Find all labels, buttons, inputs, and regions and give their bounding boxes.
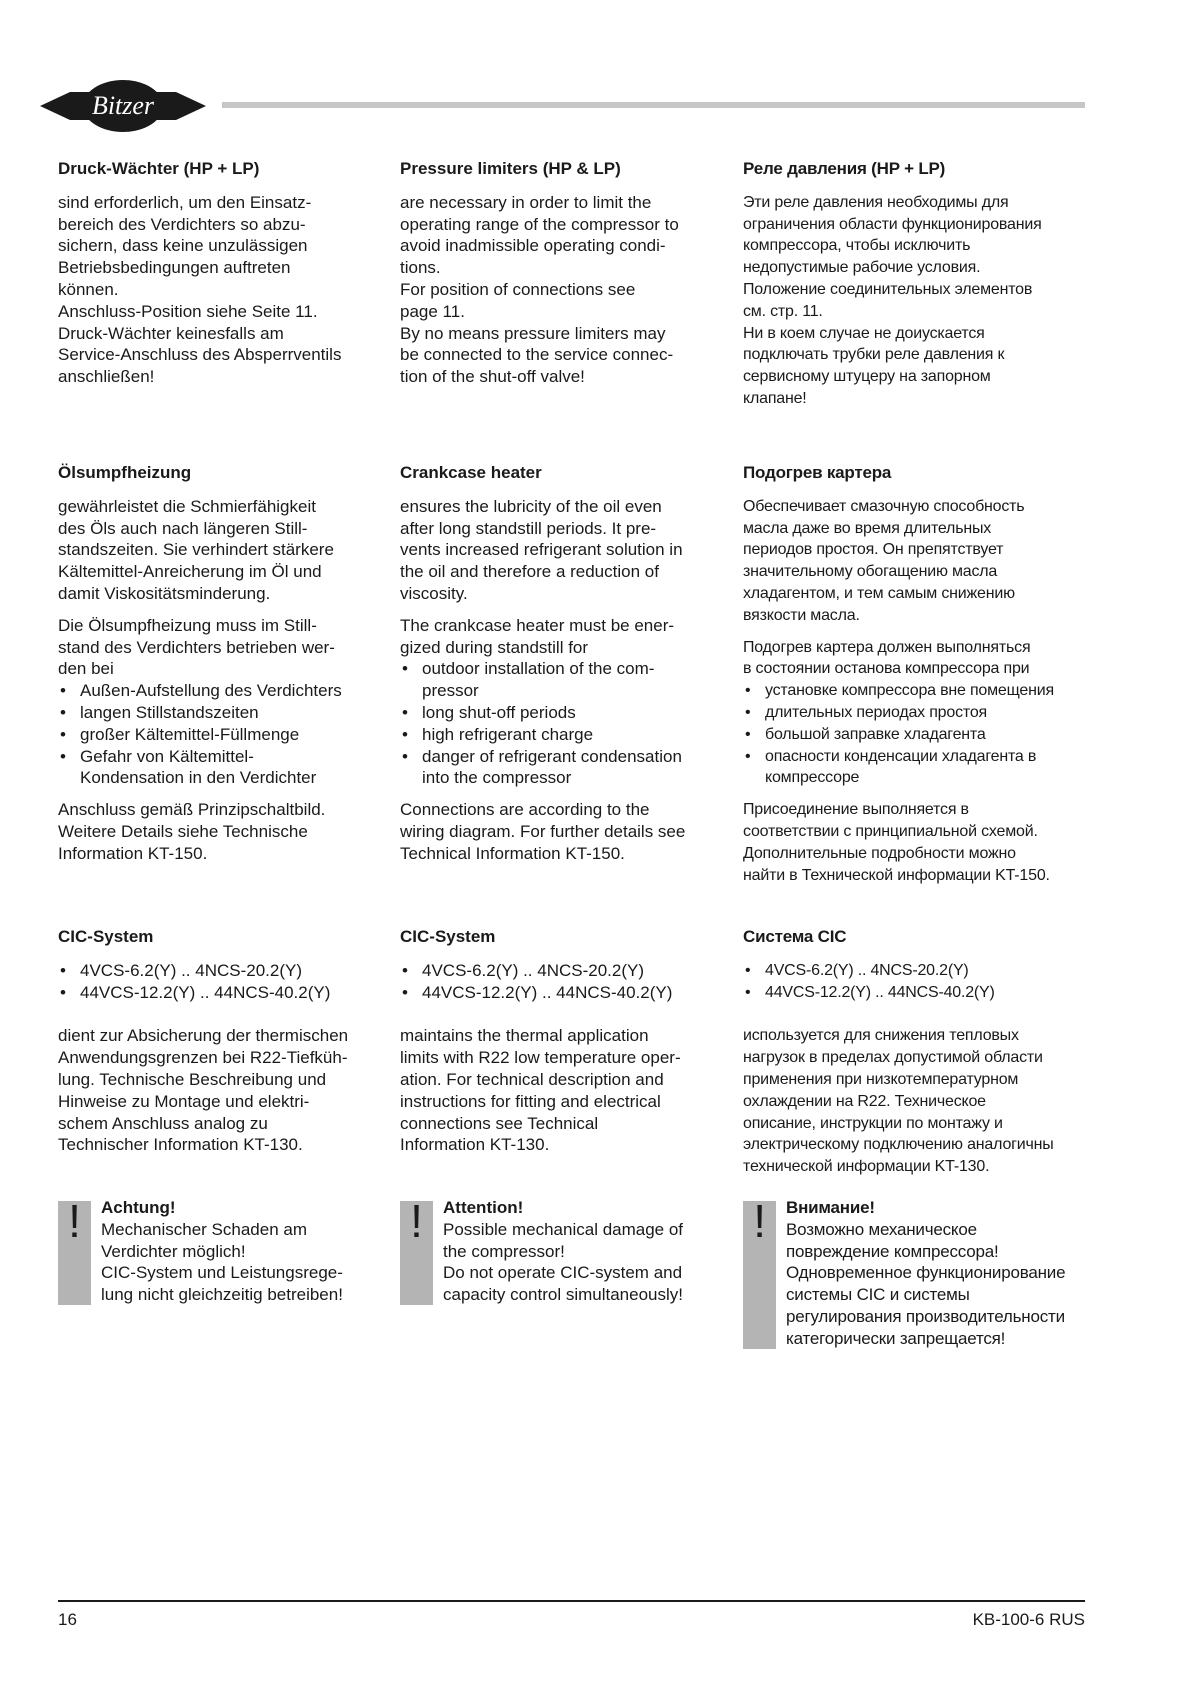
text-line: sichern, dass keine unzulässigen	[58, 236, 308, 256]
text-line: подключать трубки реле давления к	[743, 346, 1005, 364]
document-code: KB-100-6 RUS	[972, 1610, 1085, 1629]
text-line: Обеспечивает смазочную способность	[743, 497, 1025, 515]
warning-en-body	[443, 1219, 730, 1306]
heater-en	[400, 462, 715, 865]
text-line: Одновременное функционирование	[786, 1263, 1066, 1283]
text-line: см. стр. 11.	[743, 302, 823, 320]
pressure-de-title: Druck-Wächter (HP + LP)	[58, 159, 260, 178]
text-line: Mechanischer Schaden am	[101, 1219, 308, 1239]
heater-de-p1	[58, 496, 373, 605]
warning-de	[58, 1197, 388, 1306]
heater-de-p3	[58, 799, 373, 864]
text-line: lung nicht gleichzeitig betreiben!	[101, 1285, 343, 1305]
heater-ru	[743, 462, 1058, 886]
text-line: Anschluss gemäß Prinzipschaltbild.	[58, 800, 326, 820]
bitzer-logo	[40, 76, 206, 136]
text-line: limits with R22 low temperature oper-	[400, 1048, 681, 1068]
pressure-ru-title: Реле давления (HP + LP)	[743, 159, 946, 178]
text-line: Присоединение выполняется в	[743, 801, 969, 819]
text-line: Possible mechanical damage of	[443, 1219, 684, 1239]
heater-de-bullets	[58, 680, 373, 789]
text-line: периодов простоя. Он препятствует	[743, 541, 1004, 559]
list-item-line: • großer Kältemittel-Füllmenge	[80, 724, 300, 744]
text-line: damit Viskositätsminderung.	[58, 583, 271, 603]
text-line: Information KT-150.	[58, 843, 208, 863]
text-line: the compressor!	[443, 1241, 565, 1261]
pressure-en	[400, 158, 715, 388]
text-line: Technical Information KT-150.	[400, 843, 625, 863]
text-line: operating range of the compressor to	[400, 214, 679, 234]
text-line: Information KT-130.	[400, 1135, 550, 1155]
cic-en	[400, 926, 715, 1156]
text-line: повреждение компрессора!	[786, 1241, 999, 1261]
list-item	[400, 702, 715, 724]
text-line: Anwendungsgrenzen bei R22-Tiefküh-	[58, 1048, 348, 1068]
model-range-item: • 4VCS-6.2(Y) .. 4NCS-20.2(Y)	[743, 960, 1058, 982]
list-item	[743, 724, 1058, 746]
text-line: электрическому подключению аналогичны	[743, 1136, 1054, 1154]
heater-ru-p2	[743, 637, 1058, 681]
text-line: vents increased refrigerant solution in	[400, 540, 683, 560]
cic-en-body	[400, 1025, 715, 1156]
text-line: вязкости масла.	[743, 606, 860, 624]
cic-en-models	[400, 960, 715, 1004]
text-line: Betriebsbedingungen auftreten	[58, 258, 291, 278]
heater-en-p3	[400, 799, 715, 864]
footer-line	[58, 1600, 1085, 1602]
text-line: клапане!	[743, 389, 807, 407]
pressure-de	[58, 158, 373, 388]
cic-de-title: CIC-System	[58, 927, 154, 946]
pressure-en-title: Pressure limiters (HP & LP)	[400, 159, 621, 178]
text-line: в состоянии останова компрессора при	[743, 660, 1030, 678]
text-line: By no means pressure limiters may	[400, 323, 666, 343]
heater-en-p2	[400, 615, 715, 659]
text-line: ограничения области функционирования	[743, 215, 1042, 233]
text-line: регулирования производительности	[786, 1306, 1065, 1326]
text-line: tion of the shut-off valve!	[400, 367, 585, 387]
text-line: значительному обогащению масла	[743, 563, 998, 581]
text-line: gewährleistet die Schmierfähigkeit	[58, 496, 316, 516]
text-line: Ни в коем случае не доиускается	[743, 324, 985, 342]
text-line: охлаждении на R22. Техническое	[743, 1092, 986, 1110]
cic-ru-models	[743, 960, 1058, 1004]
text-line: ation. For technical description and	[400, 1069, 664, 1089]
text-line: категорически запрещается!	[786, 1328, 1006, 1348]
list-item-line: • большой заправке хладагента	[765, 725, 986, 743]
text-line: dient zur Absicherung der thermischen	[58, 1026, 349, 1046]
pressure-ru-body	[743, 192, 1058, 410]
text-line: компрессора, чтобы исключить	[743, 237, 971, 255]
model-range-item: • 4VCS-6.2(Y) .. 4NCS-20.2(Y)	[58, 960, 373, 982]
text-line: standszeiten. Sie verhindert stärkere	[58, 540, 334, 560]
list-item-line: • outdoor installation of the com-	[422, 659, 655, 679]
list-item	[58, 680, 373, 702]
cic-de	[58, 926, 373, 1156]
text-line: Weitere Details siehe Technische	[58, 821, 308, 841]
cic-en-title: CIC-System	[400, 927, 496, 946]
list-item	[743, 680, 1058, 702]
text-line: wiring diagram. For further details see	[400, 821, 686, 841]
text-line: viscosity.	[400, 583, 468, 603]
list-item-line: into the compressor	[422, 768, 572, 788]
text-line: avoid inadmissible operating condi-	[400, 236, 666, 256]
warning-icon: !	[410, 1195, 423, 1247]
heater-de-title: Ölsumpfheizung	[58, 463, 192, 482]
text-line: недопустимые рабочие условия.	[743, 259, 981, 277]
text-line: Technischer Information KT-130.	[58, 1135, 303, 1155]
text-line: хладагентом, и тем самым снижению	[743, 584, 1015, 602]
text-line: after long standstill periods. It pre-	[400, 518, 657, 538]
list-item	[58, 702, 373, 724]
text-line: bereich des Verdichters so abzu-	[58, 214, 306, 234]
text-line: Hinweise zu Montage und elektri-	[58, 1091, 310, 1111]
heater-ru-title: Подогрев картера	[743, 463, 892, 482]
text-line: масла даже во время длительных	[743, 519, 992, 537]
text-line: используется для снижения тепловых	[743, 1027, 1019, 1045]
pressure-de-body	[58, 192, 373, 388]
list-item	[743, 702, 1058, 724]
text-line: системы CIC и системы	[786, 1285, 970, 1305]
pressure-en-body	[400, 192, 715, 388]
text-line: применения при низкотемпературном	[743, 1070, 1019, 1088]
list-item-line: • длительных периодах простоя	[765, 703, 987, 721]
list-item-line: • опасности конденсации хладагента в	[765, 747, 1037, 765]
text-line: tions.	[400, 258, 441, 278]
text-line: Die Ölsumpfheizung muss im Still-	[58, 615, 317, 635]
text-line: ensures the lubricity of the oil even	[400, 496, 662, 516]
list-item	[400, 724, 715, 746]
heater-ru-bullets	[743, 680, 1058, 789]
text-line: соответствии с принципиальной схемой.	[743, 822, 1038, 840]
text-line: Service-Anschluss des Absperrventils	[58, 345, 342, 365]
warning-ru	[743, 1197, 1073, 1350]
text-line: the oil and therefore a reduction of	[400, 562, 659, 582]
list-item	[400, 746, 715, 790]
text-line: capacity control simultaneously!	[443, 1285, 684, 1305]
list-item-line: • langen Stillstandszeiten	[80, 702, 259, 722]
warning-de-title: Achtung!	[101, 1198, 176, 1217]
text-line: The crankcase heater must be ener-	[400, 615, 675, 635]
text-line: be connected to the service connec-	[400, 345, 674, 365]
text-line: Подогрев картера должен выполняться	[743, 638, 1031, 656]
text-line: are necessary in order to limit the	[400, 192, 652, 212]
text-line: schem Anschluss analog zu	[58, 1113, 268, 1133]
heater-ru-p3	[743, 799, 1058, 886]
text-line: stand des Verdichters betrieben wer-	[58, 637, 335, 657]
list-item-line: • Außen-Aufstellung des Verdichters	[80, 681, 342, 701]
logo-text: Bitzer	[91, 91, 155, 120]
list-item-line: • long shut-off periods	[422, 702, 576, 722]
text-line: connections see Technical	[400, 1113, 599, 1133]
text-line: gized during standstill for	[400, 637, 589, 657]
list-item-line: компрессоре	[765, 769, 860, 787]
text-line: Kältemittel-Anreicherung im Öl und	[58, 562, 322, 582]
text-line: Возможно механическое	[786, 1219, 977, 1239]
heater-en-title: Crankcase heater	[400, 463, 542, 482]
warning-icon: !	[68, 1195, 81, 1247]
heater-de	[58, 462, 373, 865]
cic-de-models	[58, 960, 373, 1004]
list-item-line: • danger of refrigerant condensation	[422, 746, 682, 766]
model-range-item: • 44VCS-12.2(Y) .. 44NCS-40.2(Y)	[400, 982, 715, 1004]
warning-en-title: Attention!	[443, 1198, 524, 1217]
text-line: können.	[58, 279, 119, 299]
warning-ru-body	[786, 1219, 1073, 1350]
text-line: den bei	[58, 659, 114, 679]
text-line: lung. Technische Beschreibung und	[58, 1069, 327, 1089]
text-line: anschließen!	[58, 367, 155, 387]
list-item-line: • Gefahr von Kältemittel-	[80, 746, 254, 766]
cic-de-body	[58, 1025, 373, 1156]
text-line: Verdichter möglich!	[101, 1241, 246, 1261]
text-line: Дополнительные подробности можно	[743, 844, 1016, 862]
model-range-item: • 44VCS-12.2(Y) .. 44NCS-40.2(Y)	[58, 982, 373, 1004]
heater-de-p2	[58, 615, 373, 680]
text-line: сервисному штуцеру на запорном	[743, 368, 991, 386]
text-line: Эти реле давления необходимы для	[743, 193, 1009, 211]
cic-ru-body	[743, 1025, 1058, 1178]
list-item	[743, 746, 1058, 790]
heater-en-bullets	[400, 658, 715, 789]
text-line: sind erforderlich, um den Einsatz-	[58, 192, 312, 212]
warning-en	[400, 1197, 730, 1306]
heater-ru-p1	[743, 496, 1058, 627]
text-line: Connections are according to the	[400, 800, 650, 820]
cic-ru-title: Система CIC	[743, 927, 847, 946]
text-line: instructions for fitting and electrical	[400, 1091, 661, 1111]
text-line: des Öls auch nach längeren Still-	[58, 518, 308, 538]
warning-icon: !	[753, 1195, 766, 1247]
list-item-line: Kondensation in den Verdichter	[80, 768, 317, 788]
text-line: описание, инструкции по монтажу и	[743, 1114, 1003, 1132]
list-item-line: pressor	[422, 681, 479, 701]
warning-ru-title: Внимание!	[786, 1198, 875, 1217]
text-line: технической информации KT-130.	[743, 1158, 990, 1176]
text-line: найти в Технической информации KT-150.	[743, 866, 1050, 884]
header-bar	[222, 102, 1085, 108]
list-item	[400, 658, 715, 702]
model-range-item: • 44VCS-12.2(Y) .. 44NCS-40.2(Y)	[743, 982, 1058, 1004]
text-line: CIC-System und Leistungsrege-	[101, 1263, 343, 1283]
text-line: For position of connections see	[400, 279, 636, 299]
list-item-line: • установке компрессора вне помещения	[765, 682, 1054, 700]
page-number: 16	[58, 1610, 77, 1629]
text-line: maintains the thermal application	[400, 1026, 649, 1046]
text-line: Do not operate CIC-system and	[443, 1263, 683, 1283]
text-line: Положение соединительных элементов	[743, 280, 1033, 298]
warning-de-body	[101, 1219, 388, 1306]
model-range-item: • 4VCS-6.2(Y) .. 4NCS-20.2(Y)	[400, 960, 715, 982]
list-item-line: • high refrigerant charge	[422, 724, 594, 744]
text-line: Anschluss-Position siehe Seite 11.	[58, 301, 318, 321]
text-line: Druck-Wächter keinesfalls am	[58, 323, 284, 343]
text-line: page 11.	[400, 301, 465, 321]
list-item	[58, 724, 373, 746]
pressure-ru	[743, 158, 1058, 410]
text-line: нагрузок в пределах допустимой области	[743, 1049, 1043, 1067]
list-item	[58, 746, 373, 790]
heater-en-p1	[400, 496, 715, 605]
cic-ru	[743, 926, 1058, 1178]
